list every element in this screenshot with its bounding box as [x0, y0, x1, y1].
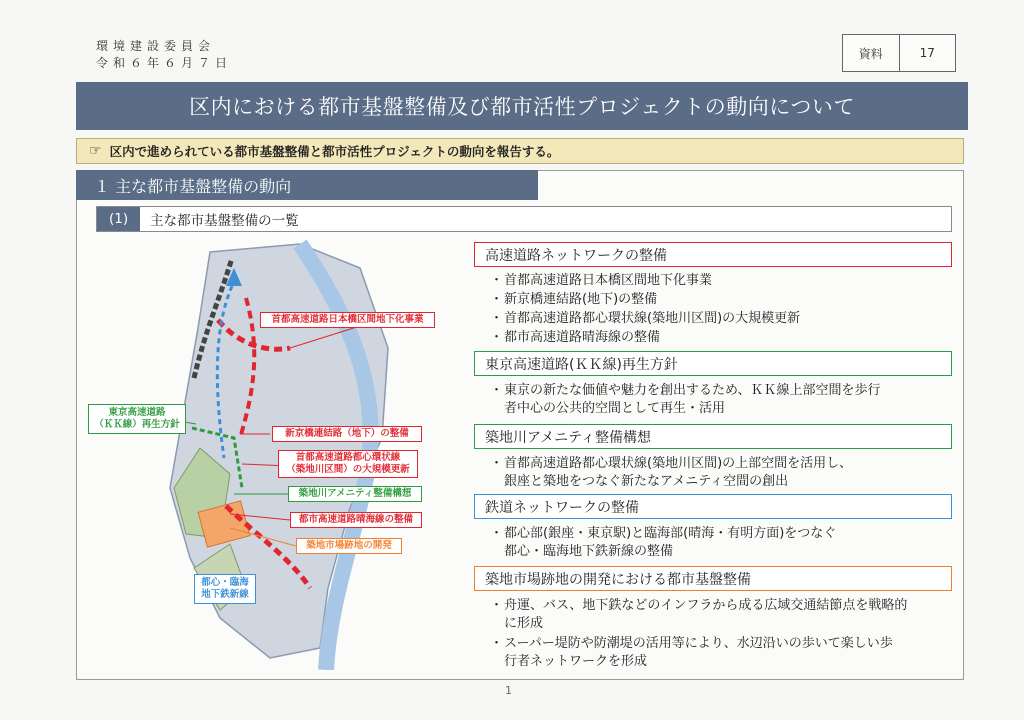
category-railway: 鉄道ネットワークの整備	[474, 494, 952, 519]
map-label-kk-line-2: （ＫＫ線）再生方針	[94, 419, 180, 430]
committee-info	[96, 38, 232, 72]
list-item: ・都市高速道路晴海線の整備	[490, 330, 661, 345]
section-heading: １ 主な都市基盤整備の動向	[76, 170, 538, 200]
list-item: ・舟運、バス、地下鉄などのインフラから成る広域交通結節点を戦略的 に形成	[490, 597, 950, 633]
infrastructure-map	[94, 238, 472, 670]
item-text: 首都高速道路都心環状線(築地川区間)の上部空間を活用し、	[504, 456, 853, 471]
map-label-kk-line-1: 東京高速道路	[108, 407, 166, 418]
item-text: 首都高速道路日本橋区間地下化事業	[504, 273, 713, 288]
doc-label: 資料	[858, 46, 883, 61]
list-item: ・首都高速道路日本橋区間地下化事業	[490, 273, 713, 288]
meeting-date: 令和６年６月７日	[96, 56, 233, 70]
category-expressway: 高速道路ネットワークの整備	[474, 242, 952, 267]
map-label-tsukijigawa-1: 首都高速道路都心環状線	[295, 452, 401, 463]
page-number: 1	[505, 684, 512, 697]
map-label-amenity: 築地川アメニティ整備構想	[288, 486, 422, 502]
list-item: ・スーパー堤防や防潮堤の活用等により、水辺沿いの歩いて楽しい歩 行者ネットワークを形成	[490, 635, 950, 671]
item-text: 首都高速道路都心環状線(築地川区間)の大規模更新	[504, 311, 801, 326]
committee-name: 環境建設委員会	[96, 39, 216, 53]
category-amenity: 築地川アメニティ整備構想	[474, 424, 952, 449]
map-label-harumi: 都市高速道路晴海線の整備	[290, 512, 422, 528]
subsection-number: (1)	[97, 207, 140, 231]
item-text: 舟運、バス、地下鉄などのインフラから成る広域交通結節点を戦略的	[504, 598, 908, 613]
list-item: ・都心部(銀座・東京駅)と臨海部(晴海・有明方面)をつなぐ 都心・臨海地下鉄新線の整備	[490, 525, 950, 561]
item-text-cont: 都心・臨海地下鉄新線の整備	[504, 544, 674, 559]
list-item: ・新京橋連結路(地下)の整備	[490, 292, 658, 307]
map-label-tsukijigawa-2: （築地川区間）の大規模更新	[286, 464, 410, 475]
map-label-nihonbashi: 首都高速道路日本橋区間地下化事業	[260, 312, 435, 328]
map-label-market: 築地市場跡地の開発	[296, 538, 402, 554]
subsection-title: 主な都市基盤整備の一覧	[150, 213, 299, 229]
doc-number: 17	[899, 35, 956, 71]
summary-text: 区内で進められている都市基盤整備と都市活性プロジェクトの動向を報告する。	[109, 144, 560, 159]
subsection-heading	[96, 206, 952, 232]
page-title: 区内における都市基盤整備及び都市活性プロジェクトの動向について	[76, 82, 968, 130]
summary-bar	[76, 138, 964, 164]
item-text: 都心部(銀座・東京駅)と臨海部(晴海・有明方面)をつなぐ	[504, 526, 837, 541]
map-label-subway-2: 地下鉄新線	[201, 589, 249, 600]
list-item: ・首都高速道路都心環状線(築地川区間)の大規模更新	[490, 311, 801, 326]
item-text: 新京橋連結路(地下)の整備	[504, 292, 658, 307]
map-label-shinkyobashi: 新京橋連結路（地下）の整備	[272, 426, 422, 442]
list-item: ・東京の新たな価値や魅力を創出するため、ＫＫ線上部空間を歩行 者中心の公共的空間として再生・活用	[490, 382, 950, 418]
map-label-subway	[194, 574, 256, 604]
category-market-site: 築地市場跡地の開発における都市基盤整備	[474, 566, 952, 591]
list-item: ・首都高速道路都心環状線(築地川区間)の上部空間を活用し、 銀座と築地をつなぐ新たなアメニティ空間の創出	[490, 455, 950, 491]
pointing-hand-icon: ☞	[89, 143, 102, 159]
category-kk-line: 東京高速道路(ＫＫ線)再生方針	[474, 351, 952, 376]
item-text-cont: に形成	[504, 616, 544, 631]
item-text-cont: 行者ネットワークを形成	[504, 654, 648, 669]
map-label-tsukijigawa	[278, 450, 418, 478]
item-text-cont: 銀座と築地をつなぐ新たなアメニティ空間の創出	[504, 474, 789, 489]
item-text: 東京の新たな価値や魅力を創出するため、ＫＫ線上部空間を歩行	[504, 383, 881, 398]
item-text: スーパー堤防や防潮堤の活用等により、水辺沿いの歩いて楽しい歩	[504, 636, 893, 651]
item-text-cont: 者中心の公共的空間として再生・活用	[504, 401, 726, 416]
map-label-kk-line	[88, 404, 186, 434]
item-text: 都市高速道路晴海線の整備	[504, 330, 661, 345]
document-number-box	[842, 34, 956, 72]
map-label-subway-1: 都心・臨海	[201, 577, 249, 588]
